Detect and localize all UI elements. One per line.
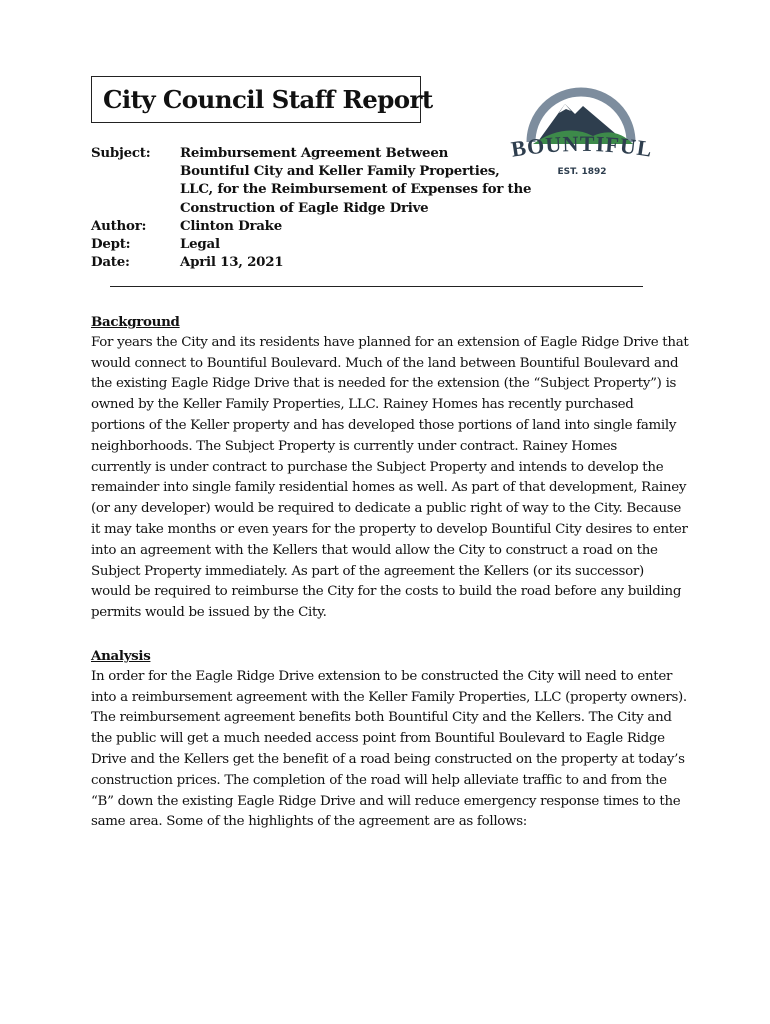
subject-value: [180, 144, 532, 217]
analysis-section: [91, 646, 691, 833]
background-line: the existing Eagle Ridge Drive that is needed for the extension (the “Subject Property”) is: [91, 376, 677, 392]
analysis-line: construction prices. The completion of the road will help alleviate traffic to and from the: [91, 772, 667, 788]
author-value: Clinton Drake: [180, 217, 282, 234]
background-line: would be required to reimburse the City for the costs to build the road before any building: [91, 584, 682, 600]
analysis-line: Drive and the Kellers get the benefit of a road being constructed on the property at today’s: [91, 751, 685, 767]
background-line: permits would be issued by the City.: [91, 605, 327, 621]
analysis-line: same area. Some of the highlights of the agreement are as follows:: [91, 814, 528, 830]
background-line: (or any developer) would be required to dedicate a public right of way to the City. Because: [91, 501, 681, 517]
background-line: For years the City and its residents have planned for an extension of Eagle Ridge Drive that: [91, 334, 689, 350]
author-label: Author:: [91, 217, 147, 234]
background-line: neighborhoods. The Subject Property is currently under contract. Rainey Homes: [91, 438, 617, 454]
dept-row: [91, 235, 520, 253]
subject-line: Construction of Eagle Ridge Drive: [180, 199, 429, 216]
analysis-line: The reimbursement agreement benefits both Bountiful City and the Kellers. The City and: [91, 710, 672, 726]
background-line: it may take months or even years for the property to develop Bountiful City desires to enter: [91, 521, 688, 537]
dept-label: Dept:: [91, 236, 131, 253]
background-line: currently is under contract to purchase the Subject Property and intends to develop the: [91, 459, 664, 475]
analysis-line: In order for the Eagle Ridge Drive extension to be constructed the City will need to enter: [91, 668, 673, 684]
subject-row: [91, 144, 532, 217]
dept-value: Legal: [180, 236, 220, 253]
report-metadata: [91, 144, 532, 271]
author-row: [91, 217, 520, 235]
report-title: City Council Staff Report: [103, 85, 433, 114]
date-value: April 13, 2021: [180, 254, 284, 271]
date-label: Date:: [91, 254, 130, 271]
subject-line: Bountiful City and Keller Family Properties,: [180, 163, 500, 180]
header-divider: [110, 286, 643, 287]
logo-text: BOUNTIFUL: [509, 130, 655, 162]
subject-line: Reimbursement Agreement Between: [180, 145, 449, 161]
background-line: Subject Property immediately. As part of the agreement the Kellers (or its successor): [91, 563, 644, 579]
background-line: owned by the Keller Family Properties, LLC. Rainey Homes has recently purchased: [91, 397, 634, 413]
background-line: portions of the Keller property and has developed those portions of land into single family: [91, 417, 677, 433]
background-line: into an agreement with the Kellers that would allow the City to construct a road on the: [91, 542, 658, 558]
analysis-line: into a reimbursement agreement with the Keller Family Properties, LLC (property owners).: [91, 689, 687, 705]
analysis-heading: Analysis: [91, 648, 151, 664]
bountiful-city-logo: [503, 78, 661, 182]
background-section: [91, 312, 691, 624]
date-row: [91, 253, 520, 271]
subject-line: LLC, for the Reimbursement of Expenses for the: [180, 181, 532, 198]
logo-established: EST. 1892: [557, 167, 607, 177]
analysis-line: the public will get a much needed access point from Bountiful Boulevard to Eagle Ridge: [91, 731, 665, 747]
report-title-box: [91, 76, 433, 123]
background-line: would connect to Bountiful Boulevard. Much of the land between Bountiful Boulevard and: [91, 355, 679, 371]
background-line: remainder into single family residential homes as well. As part of that development, Rainey: [91, 480, 687, 496]
subject-label: Subject:: [91, 145, 151, 161]
analysis-line: “B” down the existing Eagle Ridge Drive and will reduce emergency response times to the: [91, 793, 681, 809]
background-heading: Background: [91, 314, 180, 330]
